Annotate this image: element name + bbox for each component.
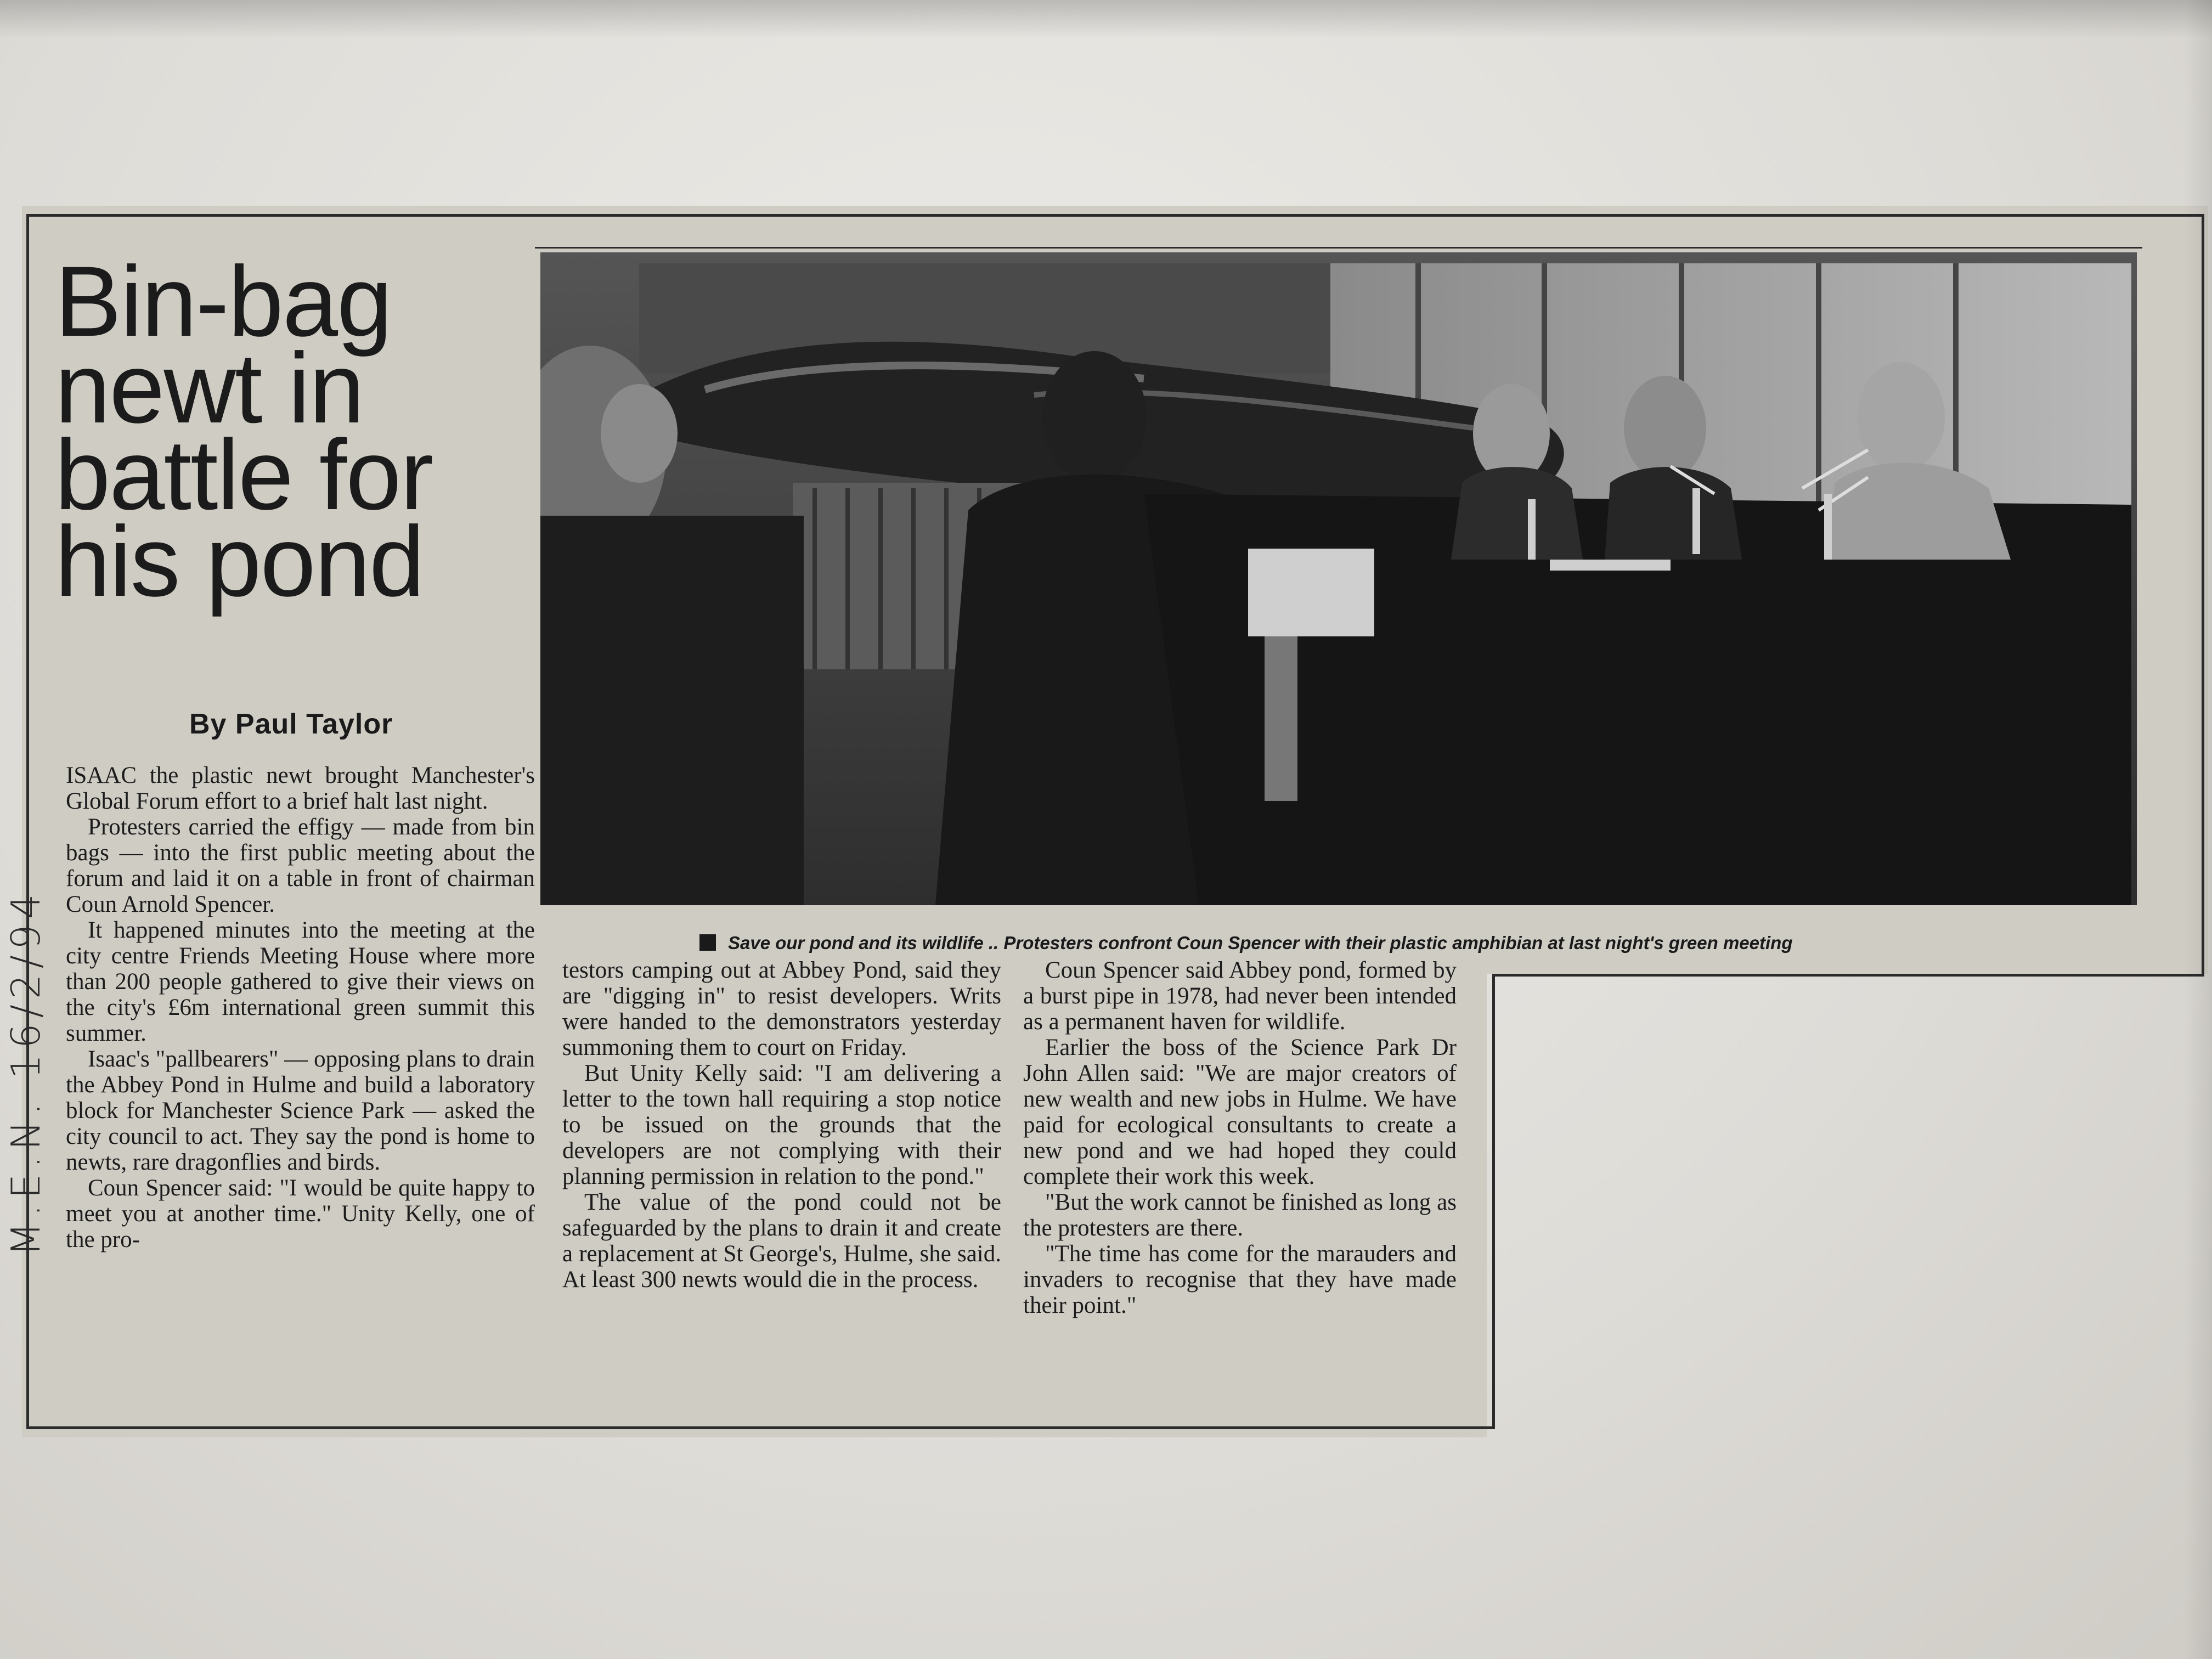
border-top (26, 214, 2204, 217)
photo-caption (699, 933, 1792, 953)
handwritten-date-annotation: M.E.N. 16/2/94 (3, 888, 49, 1256)
top-shadow (0, 0, 2212, 38)
headline-line-2: newt in (55, 332, 364, 444)
col3-paragraph: "But the work cannot be finished as long as the protesters are there. (1023, 1189, 1457, 1241)
article-column-1 (66, 763, 535, 1252)
headline-line-1: Bin-bag (55, 245, 392, 357)
caption-bullet-icon (699, 934, 716, 951)
border-step (1492, 974, 2204, 977)
caption-lead: Save our pond and its wildlife .. (728, 933, 999, 953)
headline-line-3: battle for (55, 419, 433, 531)
col1-paragraph: Isaac's "pallbearers" — opposing plans to drain the Abbey Pond in Hulme and build a laboratory block for Manchester Science Park — asked the city council to act. They say the pond is home to newts, rare dragonflies and birds. (66, 1046, 535, 1175)
col3-paragraph: "The time has come for the marauders and invaders to recognise that they have made their point." (1023, 1241, 1457, 1318)
col3-paragraph: Earlier the boss of the Science Park Dr John Allen said: "We are major creators of new wealth and new jobs in Hulme. We have paid for ecological consultants to create a new pond and we had hoped they could complete their work this week. (1023, 1035, 1457, 1189)
caption-text: Protesters confront Coun Spencer with their plastic amphibian at last night's green meeting (1003, 933, 1793, 953)
article-column-2 (562, 957, 1001, 1293)
headline-line-4: his pond (55, 505, 424, 617)
col2-paragraph: The value of the pond could not be safeguarded by the plans to drain it and create a replacement at St George's, Hulme, she said. At least 300 newts would die in the process. (562, 1189, 1001, 1293)
photo-frame-line (535, 247, 2142, 249)
byline: By Paul Taylor (189, 708, 393, 740)
news-photo (540, 252, 2137, 905)
photo-scene (540, 252, 2137, 905)
col3-paragraph: Coun Spencer said Abbey pond, formed by a burst pipe in 1978, had never been intended as a permanent haven for wildlife. (1023, 957, 1457, 1035)
headline (55, 245, 538, 617)
col1-paragraph: Coun Spencer said: "I would be quite happy to meet you at another time." Unity Kelly, one of the pro- (66, 1175, 535, 1252)
edge-shade (2185, 0, 2212, 1659)
col1-paragraph: Protesters carried the effigy — made from bin bags — into the first public meeting about the forum and laid it on a table in front of chairman Coun Arnold Spencer. (66, 814, 535, 917)
col1-paragraph: ISAAC the plastic newt brought Manchester's Global Forum effort to a brief halt last night. (66, 763, 535, 814)
article-column-3 (1023, 957, 1457, 1318)
border-bottom (26, 1426, 1495, 1429)
col1-paragraph: It happened minutes into the meeting at the city centre Friends Meeting House where more than 200 people gathered to give their views on the city's £6m international green summit this summer. (66, 917, 535, 1046)
col2-paragraph: But Unity Kelly said: "I am delivering a letter to the town hall requiring a stop notice to be issued on the grounds that the developers are not complying with their planning permission in relation to the pond." (562, 1060, 1001, 1189)
col2-paragraph: testors camping out at Abbey Pond, said they are "digging in" to resist developers. Writs were handed to the demonstrators yesterday summoning them to court on Friday. (562, 957, 1001, 1060)
border-step-vertical (1492, 974, 1495, 1429)
